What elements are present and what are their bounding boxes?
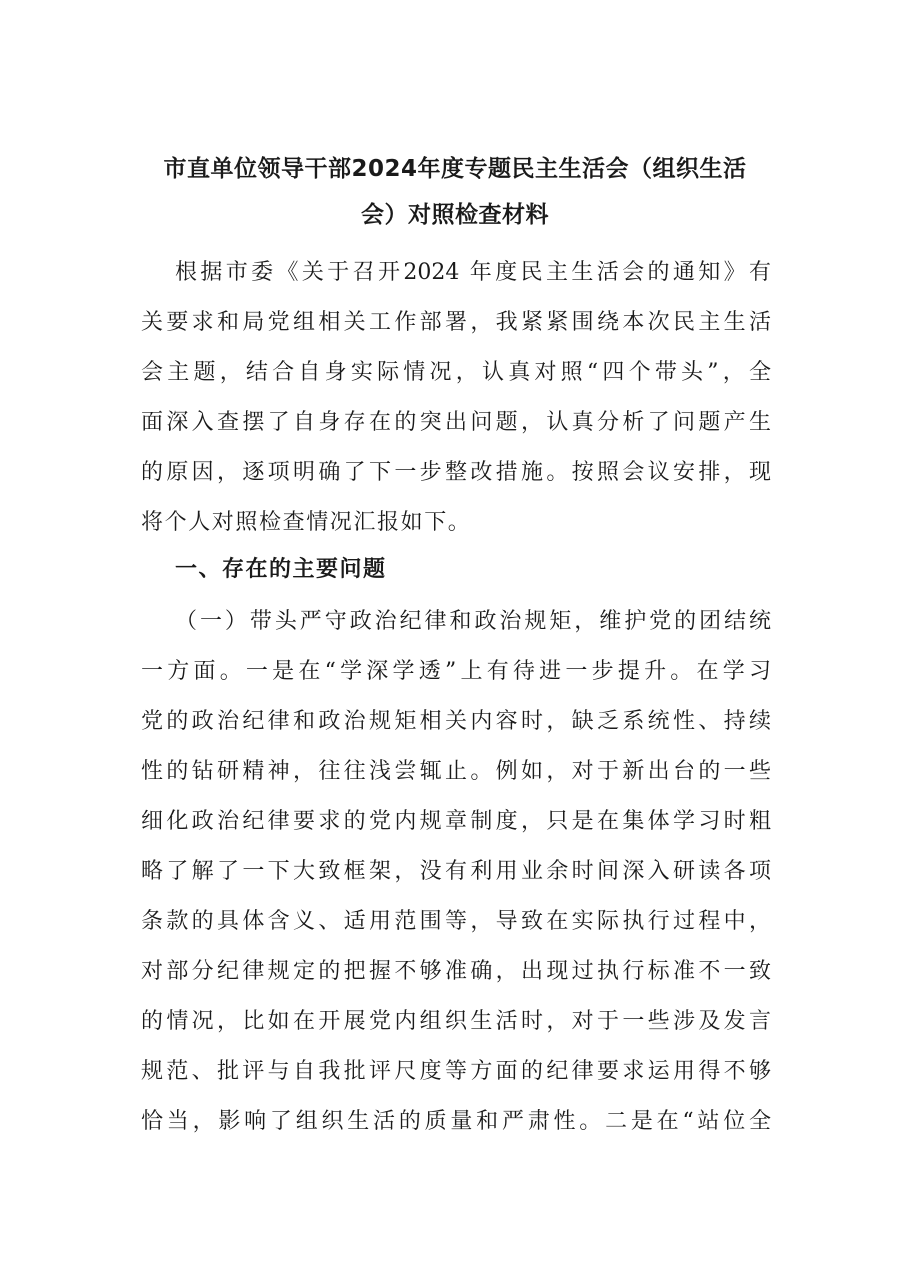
body-line-5: 细化政治纪律要求的党内规章制度，只是在集体学习时粗: [141, 809, 771, 834]
intro-line-3: 会主题，结合自身实际情况，认真对照“四个带头”，全: [141, 360, 771, 385]
body-line-2: 一方面。一是在“学深学透”上有待进一步提升。在学习: [141, 659, 771, 684]
body-line-7: 条款的具体含义、适用范围等，导致在实际执行过程中，: [141, 909, 771, 934]
body-line-3: 党的政治纪律和政治规矩相关内容时，缺乏系统性、持续: [141, 709, 771, 734]
intro-line-4: 面深入查摆了自身存在的突出问题，认真分析了问题产生: [141, 410, 771, 435]
document-title-line-1: 市直单位领导干部2024年度专题民主生活会（组织生活: [163, 156, 747, 182]
body-line-11: 恰当，影响了组织生活的质量和严肃性。二是在“站位全: [141, 1109, 771, 1134]
body-line-8: 对部分纪律规定的把握不够准确，出现过执行标准不一致: [141, 959, 771, 984]
document-title-line-2: 会）对照检查材料: [361, 202, 549, 228]
section-heading: 一、存在的主要问题: [175, 557, 387, 582]
intro-line-5: 的原因，逐项明确了下一步整改措施。按照会议安排，现: [141, 460, 771, 485]
intro-line-1: 根据市委《关于召开2024 年度民主生活会的通知》有: [175, 260, 771, 285]
body-line-4: 性的钻研精神，往往浅尝辄止。例如，对于新出台的一些: [141, 759, 771, 784]
intro-line-2: 关要求和局党组相关工作部署，我紧紧围绕本次民主生活: [141, 310, 771, 335]
body-line-1: （一）带头严守政治纪律和政治规矩，维护党的团结统: [175, 609, 771, 634]
body-line-10: 规范、批评与自我批评尺度等方面的纪律要求运用得不够: [141, 1059, 771, 1084]
intro-line-6: 将个人对照检查情况汇报如下。: [141, 510, 472, 535]
body-line-6: 略了解了一下大致框架，没有利用业余时间深入研读各项: [141, 859, 771, 884]
body-line-9: 的情况，比如在开展党内组织生活时，对于一些涉及发言: [141, 1009, 771, 1034]
